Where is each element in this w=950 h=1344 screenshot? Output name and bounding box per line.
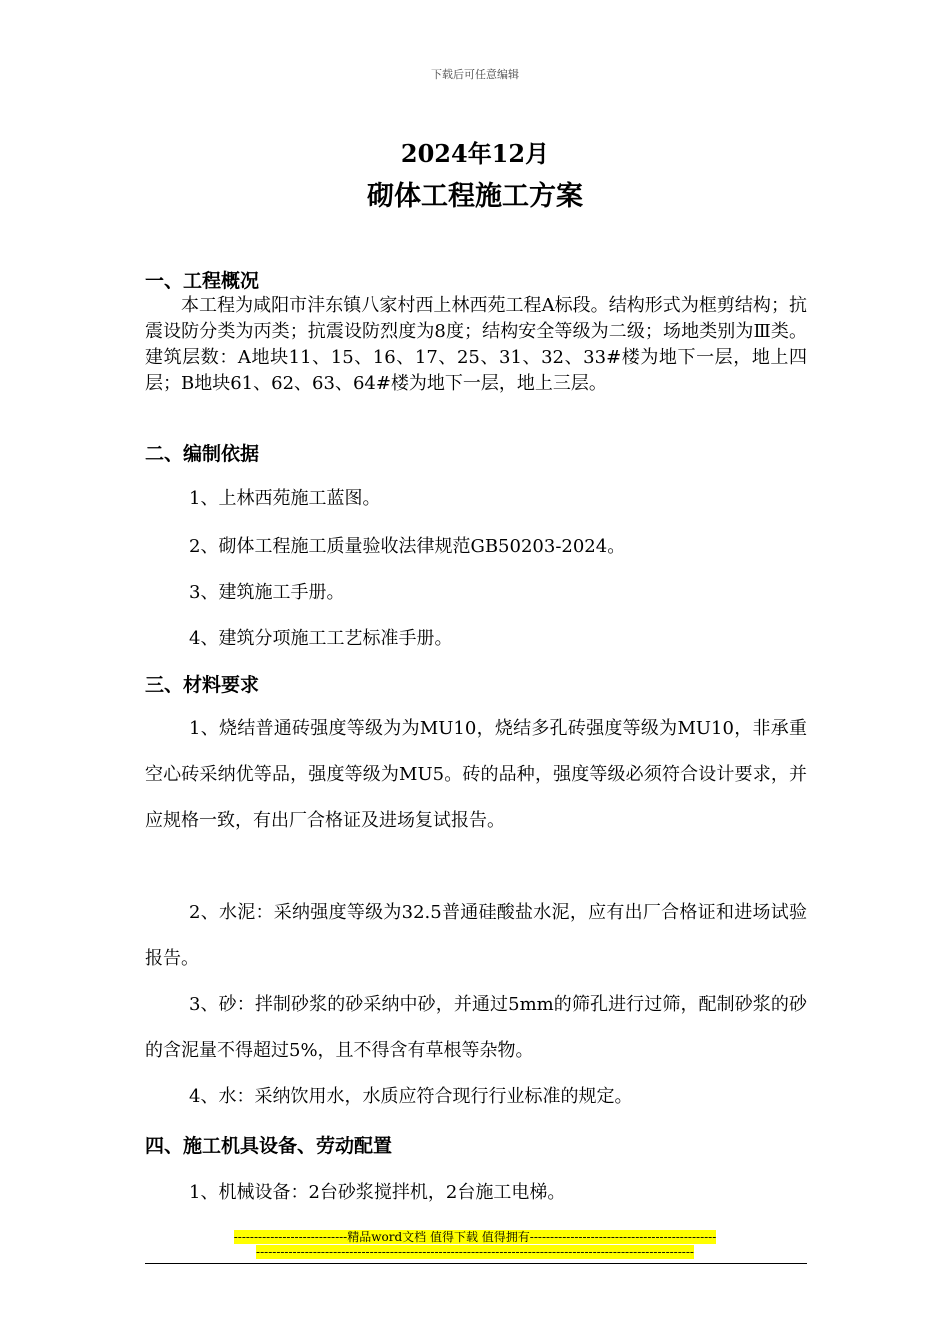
header-note: 下载后可任意编辑 bbox=[431, 68, 519, 81]
document-date: 2024年12月 bbox=[400, 139, 550, 168]
footer-banner-dashes: ------------------------------------------------------------------------------------------------------------ bbox=[256, 1245, 694, 1259]
footer-banner-line2 bbox=[0, 1245, 950, 1259]
section-heading-equipment: 四、施工机具设备、劳动配置 bbox=[145, 1135, 393, 1157]
section-heading-materials: 三、材料要求 bbox=[145, 674, 260, 696]
materials-paragraph-2: 2、水泥：采纳强度等级为32.5普通硅酸盐水泥，应有出厂合格证和进场试验报告。 bbox=[145, 902, 807, 969]
section-heading-basis: 二、编制依据 bbox=[145, 443, 260, 465]
footer-banner-text: ----------------------------精品word文档 值得下载 值得拥有---------------------------------------------- bbox=[233, 1230, 717, 1244]
materials-paragraph-3: 3、砂：拌制砂浆的砂采纳中砂，并通过5mm的筛孔进行过筛，配制砂浆的砂的含泥量不得超过5%，且不得含有草根等杂物。 bbox=[145, 994, 807, 1061]
list-item: 3、建筑施工手册。 bbox=[189, 582, 345, 603]
footer-banner-line1 bbox=[0, 1228, 950, 1245]
list-item: 4、建筑分项施工工艺标准手册。 bbox=[189, 628, 453, 649]
document-title: 砌体工程施工方案 bbox=[367, 181, 583, 212]
materials-paragraph-1: 1、烧结普通砖强度等级为为MU10，烧结多孔砖强度等级为MU10，非承重空心砖采纳优等品，强度等级为MU5。砖的品种，强度等级必须符合设计要求，并应规格一致，有出厂合格证及进场复试报告。 bbox=[145, 718, 807, 831]
list-item: 1、上林西苑施工蓝图。 bbox=[189, 488, 381, 509]
materials-paragraph-4: 4、水：采纳饮用水，水质应符合现行行业标准的规定。 bbox=[189, 1086, 633, 1107]
section-heading-overview: 一、工程概况 bbox=[145, 270, 260, 292]
list-item: 1、机械设备：2台砂浆搅拌机，2台施工电梯。 bbox=[189, 1182, 566, 1203]
overview-paragraph: 本工程为咸阳市沣东镇八家村西上林西苑工程A标段。结构形式为框剪结构；抗震设防分类为丙类；抗震设防烈度为8度；结构安全等级为二级；场地类别为Ⅲ类。建筑层数：A地块11、15、16、17、25、31、32、33#楼为地下一层，地上四层；B地块61、62、63、64#楼为地下一层，地上三层。 bbox=[145, 295, 807, 394]
list-item: 2、砌体工程施工质量验收法律规范GB50203-2024。 bbox=[189, 536, 626, 557]
footer-rule bbox=[145, 1263, 807, 1264]
